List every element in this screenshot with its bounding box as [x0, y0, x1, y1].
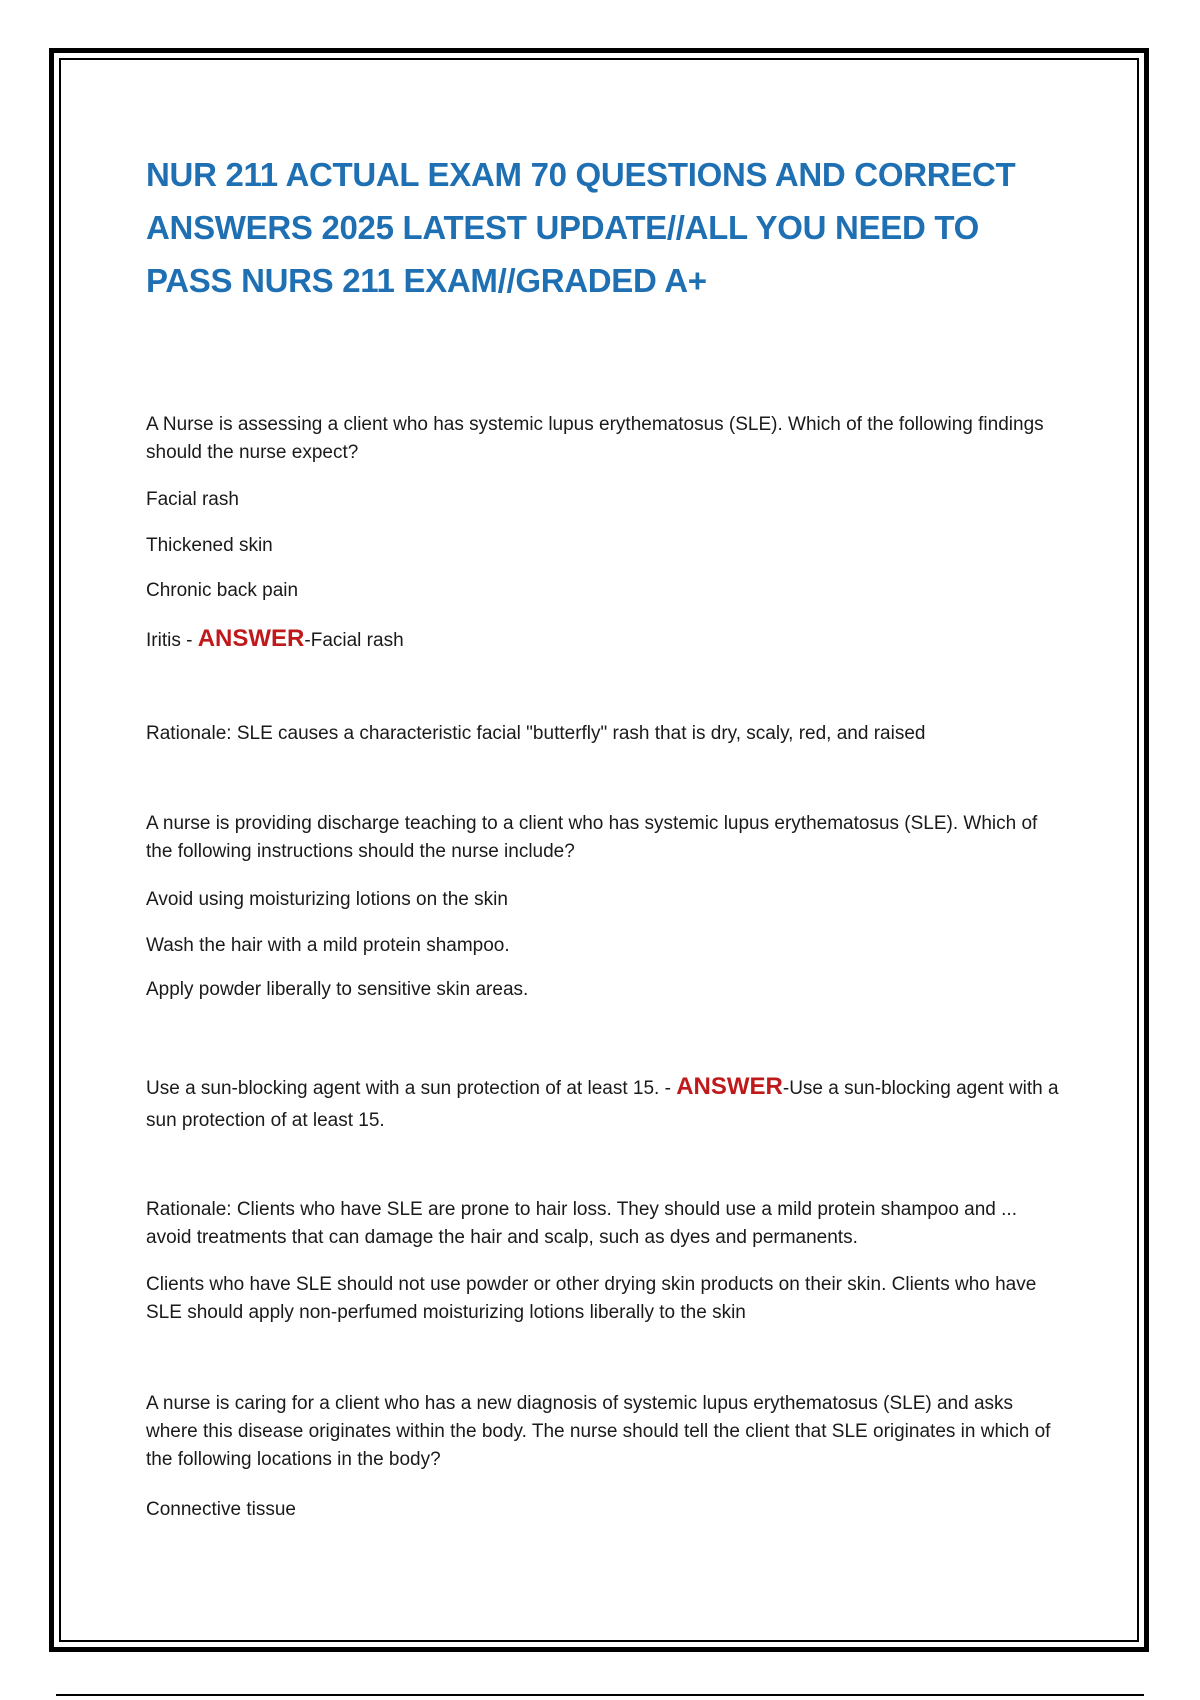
document-header: [146, 148, 1066, 307]
question-2: [146, 810, 1066, 866]
answer-label: ANSWER: [676, 1073, 783, 1100]
q1-option-2: Thickened skin: [146, 535, 273, 556]
q1-answer: -Facial rash: [304, 630, 404, 651]
q2-rationale-2: Clients who have SLE should not use powder or other drying skin products on their skin. Clients who have SLE should apply non-perfumed moisturizing lotions liberally to the skin: [146, 1274, 1037, 1323]
q3-option-1: Connective tissue: [146, 1499, 296, 1520]
answer-label: ANSWER: [197, 625, 305, 652]
q2-option-2: Wash the hair with a mild protein shampoo.: [146, 935, 510, 956]
q1-option-4-with-answer: [146, 625, 1066, 655]
question-1: [146, 411, 1066, 467]
q2-option-4-with-answer: [146, 1071, 1066, 1137]
q1-option-4: Iritis -: [146, 630, 198, 651]
q2-option-3: Apply powder liberally to sensitive skin areas.: [146, 979, 529, 1000]
q1-rationale: Rationale: SLE causes a characteristic facial "butterfly" rash that is dry, scaly, red, and raised: [146, 723, 926, 744]
document-title: NUR 211 ACTUAL EXAM 70 QUESTIONS AND CORRECT ANSWERS 2025 LATEST UPDATE//ALL YOU NEED TO PASS NURS 211 EXAM//GRADED A+: [146, 156, 1016, 299]
q1-option-3: Chronic back pain: [146, 580, 299, 601]
q2-rationale-1: Rationale: Clients who have SLE are prone to hair loss. They should use a mild protein shampoo and ... avoid treatments that can damage the hair and scalp, such as dyes and permanents.: [146, 1199, 1017, 1248]
q2-option-1: Avoid using moisturizing lotions on the skin: [146, 889, 508, 910]
question-3-text: A nurse is caring for a client who has a new diagnosis of systemic lupus erythematosus (SLE) and asks where this disease originates within the body. The nurse should tell the client that SLE originates in which of the following locations in the body?: [146, 1393, 1051, 1470]
question-3: [146, 1390, 1066, 1474]
question-2-text: A nurse is providing discharge teaching to a client who has systemic lupus erythematosus (SLE). Which of the following instructions should the nurse include?: [146, 813, 1038, 862]
question-1-text: A Nurse is assessing a client who has systemic lupus erythematosus (SLE). Which of the following findings should the nurse expect?: [146, 414, 1044, 463]
q2-option-4: Use a sun-blocking agent with a sun protection of at least 15. -: [146, 1078, 677, 1099]
q1-option-1: Facial rash: [146, 489, 239, 510]
q2-answer: -Use a sun-blocking agent with a sun protection of at least 15.: [146, 1078, 1059, 1131]
footer-divider: [56, 1694, 1144, 1696]
